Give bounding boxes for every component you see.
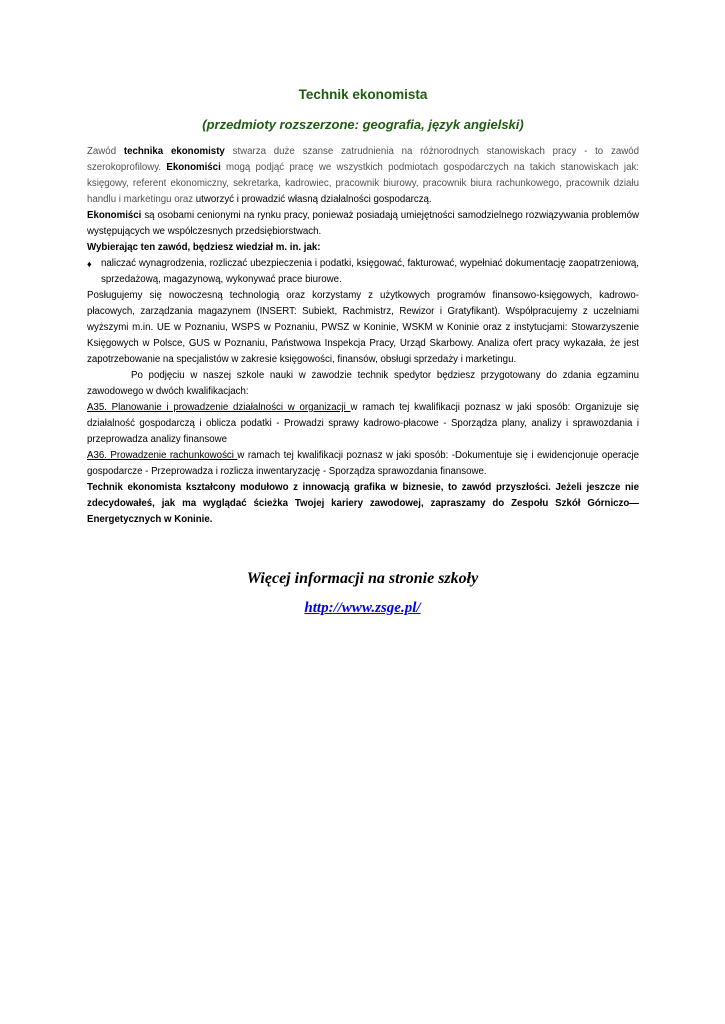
intro-bold-1: technika ekonomisty: [123, 146, 225, 157]
intro-text-2: stwarza duże szanse zatrudnienia na różnorodnych stanowiskach pracy - to zawód szerokoprofilowy.: [87, 146, 639, 173]
qualification-a36-title: A36. Prowadzenie rachunkowości: [87, 450, 238, 461]
school-website-link[interactable]: http://www.zsge.pl/: [304, 600, 421, 616]
intro-text-1: Zawód: [87, 146, 124, 157]
qualification-a36-text: w ramach tej kwalifikacji poznasz w jaki sposób: -Dokumentuje się i ewidencjonuje operacje gospodarcze - Przeprowadza i rozlicza inwentaryzację - Sporządza sprawozdania finansowe.: [87, 450, 640, 477]
skills-bullet-text: naliczać wynagrodzenia, rozliczać ubezpieczenia i podatki, księgować, fakturować, wypełniać dokumentację zaopatrzeniową, sprzedażową, magazynową, wykonywać prace biurowe.: [101, 258, 639, 285]
closing-paragraph: [87, 480, 639, 528]
page-subtitle: (przedmioty rozszerzone: geografia, język angielski): [202, 117, 524, 132]
skills-heading-text: Wybierając ten zawód, będziesz wiedział m. in. jak:: [87, 242, 321, 253]
document-body: [87, 144, 639, 528]
intro-paragraph: [87, 144, 639, 208]
skills-heading: [87, 240, 639, 256]
diamond-bullet-icon: ♦: [87, 259, 92, 269]
website-link-container: [0, 599, 725, 617]
qualification-a36: [87, 448, 639, 480]
document-page: [87, 86, 639, 528]
qualification-a35-title: A35. Planowanie i prowadzenie działalności w organizacji: [87, 402, 351, 413]
intro-bold-2: Ekonomiści: [166, 162, 221, 173]
more-info-heading: Więcej informacji na stronie szkoły: [246, 570, 479, 587]
skills-bullet: [87, 256, 639, 288]
qualification-a35-text: w ramach tej kwalifikacji poznasz w jaki sposób: Organizuje się działalność gospodarczą i oblicza podatki - Prowadzi sprawy kadrowo-płacowe - Sporządza plany, analizy i sprawozdania i przeprowadza analizy finansowe: [87, 402, 639, 445]
value-paragraph: [87, 208, 639, 240]
page-title: Technik ekonomista: [298, 87, 428, 102]
value-bold: Ekonomiści: [87, 210, 142, 221]
value-text: są osobami cenionymi na rynku pracy, ponieważ posiadają umiejętności samodzielnego rozwiązywania problemów występujących we współczesnych przedsiębiorstwach.: [87, 210, 639, 237]
qualification-a35: [87, 400, 639, 448]
intro-text-4: utworzyć i prowadzić własną działalności gospodarczą.: [195, 194, 432, 205]
technology-paragraph: Posługujemy się nowoczesną technologią oraz korzystamy z użytkowych programów finansowo-księgowych, kadrowo-płacowych, zarządzania magazynem (INSERT: Subiekt, Rachmistrz, Rewizor i Gratyfikant). Współpracujemy z uczelniami wyższymi m.in. UE w Poznaniu, WSPS w Poznaniu, PWSZ w Koninie, WSKM w Koninie oraz z instytucjami: Stowarzyszenie Księgowych w Polsce, GUS w Poznaniu, Państwowa Inspekcja Pracy, Urząd Skarbowy. Analiza ofert pracy wykazała, że jest zapotrzebowanie na specjalistów w zakresie księgowości, finansów, obsługi sprzedaży i marketingu.: [87, 290, 639, 365]
closing-bold-text: Technik ekonomista kształcony modułowo z innowacją grafika w biznesie, to zawód przyszłości. Jeżeli jeszcze nie zdecydowałeś, jak ma wyglądać ścieżka Twojej kariery zawodowej, zapraszamy do Zespołu Szkół Górniczo—Energetycznych w Koninie.: [87, 482, 639, 525]
exam-paragraph: Po podjęciu w naszej szkole nauki w zawodzie technik spedytor będziesz przygotowany do zdania egzaminu zawodowego w dwóch kwalifikacjach:: [87, 370, 639, 397]
intro-text-3: mogą podjąć pracę we wszystkich podmiotach gospodarczych na takich stanowiskach jak: księgowy, referent ekonomiczny, sekretarka, kadrowiec, pracownik biurowy, pracownik biura rachunkowego, pracownik działu handlu i marketingu oraz: [87, 162, 639, 205]
